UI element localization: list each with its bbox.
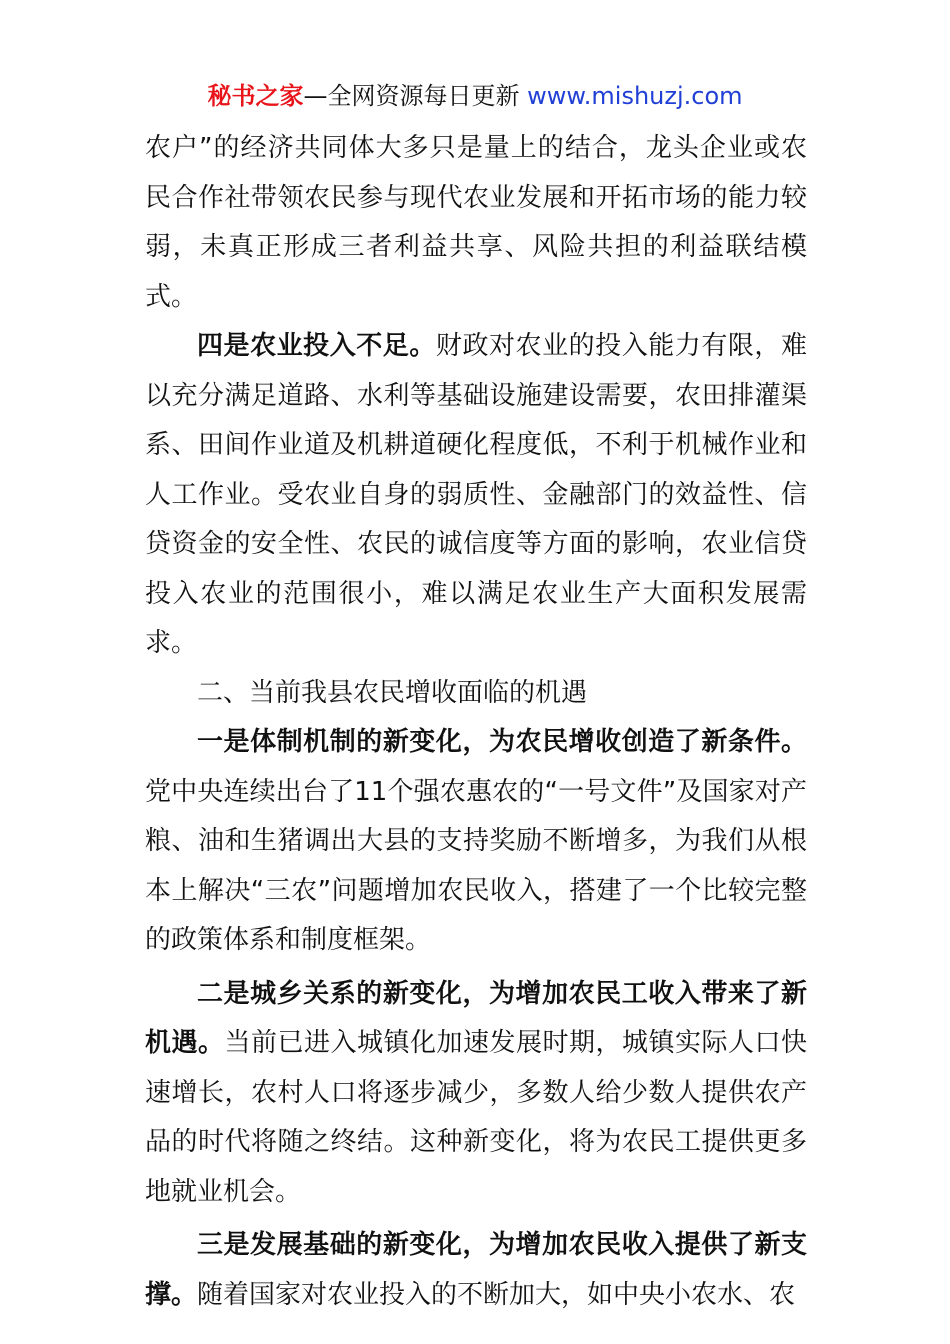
paragraph-urban-rural xyxy=(145,970,807,1218)
header-tagline: —全网资源每日更新 xyxy=(303,82,520,110)
section-heading-text: 二、当前我县农民增收面临的机遇 xyxy=(197,677,588,708)
paragraph-text: 党中央连续出台了11个强农惠农的“一号文件”及国家对产粮、油和生猪调出大县的支持奖励不断增多，为我们从根本上解决“三农”问题增加农民收入，搭建了一个比较完整的政策体系和制度框架。 xyxy=(145,776,807,955)
paragraph-text: 随着国家对农业投入的不断加大，如中央小农水、农 xyxy=(197,1279,796,1310)
paragraph-lead: 三是发展基础的新变化，为增加农民收入提供了新支撑。 xyxy=(145,1230,807,1310)
paragraph-text: 财政对农业的投入能力有限，难以充分满足道路、水利等基础设施建设需要，农田排灌渠系、田间作业道及机耕道硬化程度低，不利于机械作业和人工作业。受农业自身的弱质性、金融部门的效益性、信贷资金的安全性、农民的诚信度等方面的影响，农业信贷投入农业的范围很小，难以满足农业生产大面积发展需求。 xyxy=(145,331,807,658)
section-heading xyxy=(145,669,807,719)
paragraph-lead: 一是体制机制的新变化，为农民增收创造了新条件。 xyxy=(197,727,807,757)
paragraph-lead: 四是农业投入不足。 xyxy=(197,331,436,361)
brand-name: 秘书之家 xyxy=(207,82,304,110)
paragraph-text: 当前已进入城镇化加速发展时期，城镇实际人口快速增长，农村人口将逐步减少，多数人给少数人提供农产品的时代将随之终结。这种新变化，将为农民工提供更多地就业机会。 xyxy=(145,1028,807,1207)
site-header xyxy=(0,80,950,112)
document-body xyxy=(145,124,807,1320)
paragraph-foundation xyxy=(145,1221,807,1320)
paragraph-continuation xyxy=(145,124,807,322)
paragraph-institution xyxy=(145,718,807,966)
paragraph-text: 农户”的经济共同体大多只是量上的结合，龙头企业或农民合作社带领农民参与现代农业发展和开拓市场的能力较弱，未真正形成三者利益共享、风险共担的利益联结模式。 xyxy=(145,133,807,312)
paragraph-lead: 二是城乡关系的新变化，为增加农民工收入带来了新机遇。 xyxy=(145,978,807,1058)
site-url[interactable]: www.mishuzj.com xyxy=(519,82,743,110)
paragraph-investment xyxy=(145,322,807,669)
